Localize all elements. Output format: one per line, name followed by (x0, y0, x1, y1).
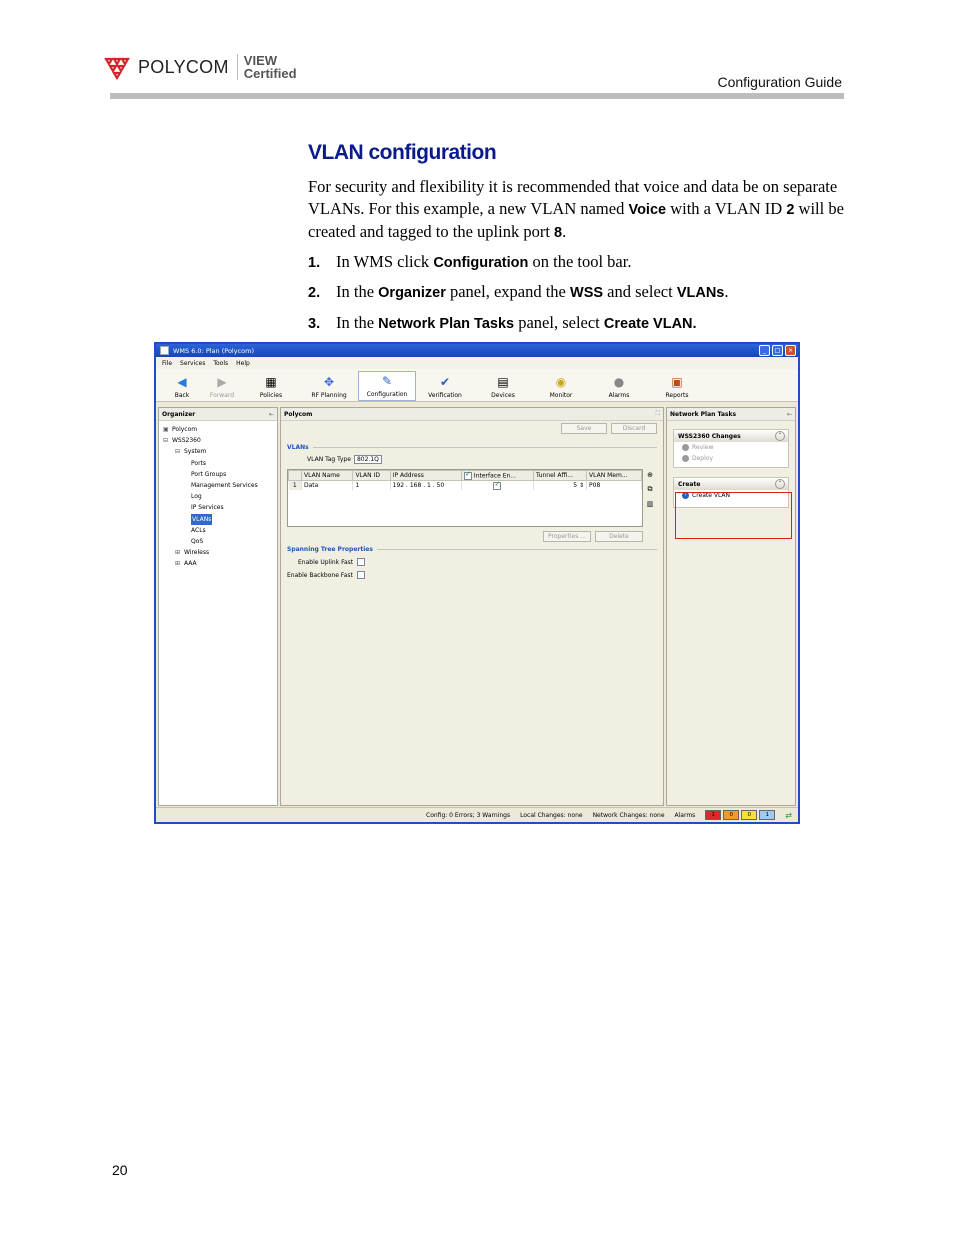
vlan-table (287, 469, 643, 527)
tree-system[interactable]: ⊟ System (163, 446, 273, 457)
col-ip-address[interactable]: IP Address (390, 471, 461, 481)
organizer-tree (159, 421, 277, 573)
config-status: Config: 0 Errors; 3 Warnings (426, 811, 511, 819)
organizer-header: Organizer ⇤ (159, 408, 277, 421)
collapse-section-icon[interactable]: ˄ (775, 431, 785, 441)
section-title: VLAN configuration (308, 141, 497, 164)
minor-alarm-count[interactable]: 0 (741, 810, 757, 820)
review-icon (682, 444, 689, 451)
menu-services[interactable]: Services (180, 359, 206, 367)
uplink-fast-label: Enable Uplink Fast (298, 558, 354, 566)
tree-ports[interactable]: Ports (191, 459, 207, 467)
col-vlan-id[interactable]: VLAN ID (353, 471, 390, 481)
tree-vlans[interactable]: VLANs (163, 514, 273, 525)
stp-section-title: Spanning Tree Properties (287, 546, 657, 553)
collapse-section-icon[interactable]: ˄ (775, 479, 785, 489)
network-plan-tasks-pane (666, 407, 796, 806)
spinner-icon[interactable]: ⇕ (578, 482, 585, 489)
verification-button[interactable]: ✔ Verification (428, 375, 462, 399)
alarm-counters (705, 810, 775, 820)
save-button[interactable]: Save (561, 423, 607, 434)
rf-planning-button[interactable]: ✥ RF Planning (311, 375, 347, 399)
changes-section: WSS2360 Changes ˄ Review Deploy (673, 429, 789, 468)
network-changes-status: Network Changes: none (592, 811, 665, 819)
tree-polycom[interactable]: ▣ Polycom (163, 424, 273, 435)
polycom-logo (104, 50, 297, 84)
devices-icon: ▤ (497, 375, 509, 389)
properties-button[interactable]: Properties ... (543, 531, 591, 542)
tree-aaa[interactable]: ⊞ AAA (163, 558, 273, 569)
devices-button[interactable]: ▤ Devices (491, 375, 515, 399)
step-2: 2. In the Organizer panel, expand the WSS and select VLANs. (308, 282, 729, 301)
create-vlan-task[interactable]: › Create VLAN (674, 490, 788, 507)
delete-button[interactable]: Delete (595, 531, 643, 542)
expand-icon[interactable]: ⊞ (175, 560, 181, 568)
collapse-icon[interactable]: ⊟ (175, 448, 181, 456)
header-rule (110, 93, 844, 99)
menu-file[interactable]: File (162, 359, 173, 367)
local-changes-status: Local Changes: none (520, 811, 583, 819)
step-1: 1. In WMS click Configuration on the tool bar. (308, 252, 632, 271)
toolbar (156, 369, 798, 402)
uplink-fast-checkbox[interactable] (357, 558, 365, 566)
deploy-icon (682, 455, 689, 462)
monitor-button[interactable]: ◉ Monitor (549, 375, 573, 399)
col-interface-enabled[interactable]: ✓ Interface En... (462, 471, 534, 481)
network-icon: ▣ (163, 426, 169, 433)
alarms-button[interactable]: ● Alarms (608, 375, 630, 399)
col-tunnel-affinity[interactable]: Tunnel Affi... (533, 471, 586, 481)
col-vlan-members[interactable]: VLAN Mem... (587, 471, 642, 481)
step-3: 3. In the Network Plan Tasks panel, select Create VLAN. (308, 313, 697, 332)
pin-icon[interactable]: ⇤ (268, 410, 274, 418)
rf-planning-icon: ✥ (323, 375, 335, 389)
forward-button[interactable]: ▶ Forward (209, 375, 235, 399)
main-area (156, 405, 798, 808)
pin-icon[interactable]: ⇤ (786, 410, 792, 418)
menu-tools[interactable]: Tools (213, 359, 229, 367)
highlight-box (675, 492, 792, 539)
configuration-button[interactable]: ✎ Configuration (358, 371, 416, 401)
menu-help[interactable]: Help (236, 359, 250, 367)
copy-row-icon[interactable]: ⧉ (647, 485, 653, 493)
create-section: Create ˄ › Create VLAN (673, 477, 789, 508)
backbone-fast-checkbox[interactable] (357, 571, 365, 579)
delete-row-icon[interactable]: ▥ (646, 500, 654, 508)
statusbar (156, 807, 798, 822)
monitor-icon: ◉ (555, 375, 567, 389)
policies-button[interactable]: ▦ Policies (259, 375, 283, 399)
critical-alarm-count[interactable]: 1 (705, 810, 721, 820)
discard-button[interactable]: Discard (611, 423, 657, 434)
tree-management-services[interactable]: Management Services (191, 482, 258, 490)
collapse-icon[interactable]: ⊟ (163, 437, 169, 445)
interface-enabled-checkbox[interactable] (493, 482, 501, 490)
tree-acls[interactable]: ACLs (191, 526, 206, 534)
polycom-brand-text: POLYCOM (138, 56, 229, 77)
forward-arrow-icon: ▶ (217, 375, 227, 389)
policies-icon: ▦ (265, 375, 277, 389)
window-title: WMS 6.0: Plan (Polycom) (173, 346, 254, 355)
tasks-header: Network Plan Tasks ⇤ (667, 408, 795, 421)
view-certified-mark: VIEW Certified (237, 54, 297, 80)
close-icon[interactable]: × (785, 345, 796, 356)
add-row-icon[interactable]: ⊕ (647, 471, 653, 479)
menubar (156, 357, 798, 369)
back-button[interactable]: ◀ Back (174, 375, 190, 399)
arrow-right-icon: › (682, 492, 689, 499)
review-task[interactable]: Review (674, 442, 788, 453)
minimize-icon[interactable]: _ (759, 345, 770, 356)
maximize-pane-icon[interactable]: ⛶ (655, 410, 660, 417)
alarms-label: Alarms (674, 811, 696, 819)
vlans-section-title: VLANs (287, 444, 657, 451)
polycom-triangles-icon (104, 53, 132, 81)
vlan-tag-type-label: VLAN Tag Type (307, 456, 351, 463)
polycom-pane (280, 407, 664, 806)
major-alarm-count[interactable]: 0 (723, 810, 739, 820)
backbone-fast-label: Enable Backbone Fast (287, 571, 353, 579)
header-checkbox[interactable] (464, 472, 472, 480)
alarms-icon: ● (613, 375, 625, 389)
tree-port-groups[interactable]: Port Groups (191, 470, 227, 478)
organizer-pane (158, 407, 278, 806)
header-guide-title: Configuration Guide (717, 74, 842, 90)
reports-button[interactable]: ▣ Reports (665, 375, 689, 399)
maximize-icon[interactable]: □ (772, 345, 783, 356)
page-number: 20 (112, 1162, 128, 1178)
verification-icon: ✔ (439, 375, 451, 389)
tree-wireless[interactable]: ⊞ Wireless (163, 547, 273, 558)
back-arrow-icon: ◀ (177, 375, 187, 389)
wms-window (154, 342, 800, 824)
tree-wss2360[interactable]: ⊟ WSS2360 (163, 435, 273, 446)
table-row[interactable]: 1 Data 1 192 . 168 . 1 . 50 ✓ 5 ⇕ P08 (289, 481, 642, 491)
expand-icon[interactable]: ⊞ (175, 549, 181, 557)
polycom-header: Polycom ⛶ (281, 408, 663, 421)
configuration-icon: ✎ (381, 374, 393, 388)
connection-icon: ⇄ (785, 810, 792, 820)
tree-ip-services[interactable]: IP Services (191, 504, 224, 512)
intro-paragraph: For security and flexibility it is recommended that voice and data be on separate VLANs. For this example, a new VLAN named Voice with a VLAN ID 2 will be created and tagged to the uplink port 8. (308, 177, 844, 241)
app-icon (160, 346, 169, 355)
info-alarm-count[interactable]: 1 (759, 810, 775, 820)
tree-qos[interactable]: QoS (191, 538, 204, 546)
tree-log[interactable]: Log (191, 493, 202, 501)
reports-icon: ▣ (671, 375, 683, 389)
deploy-task[interactable]: Deploy (674, 453, 788, 467)
window-titlebar (156, 344, 798, 357)
vlan-tag-type-field[interactable]: 802.1Q (354, 455, 382, 464)
col-vlan-name[interactable]: VLAN Name (302, 471, 353, 481)
